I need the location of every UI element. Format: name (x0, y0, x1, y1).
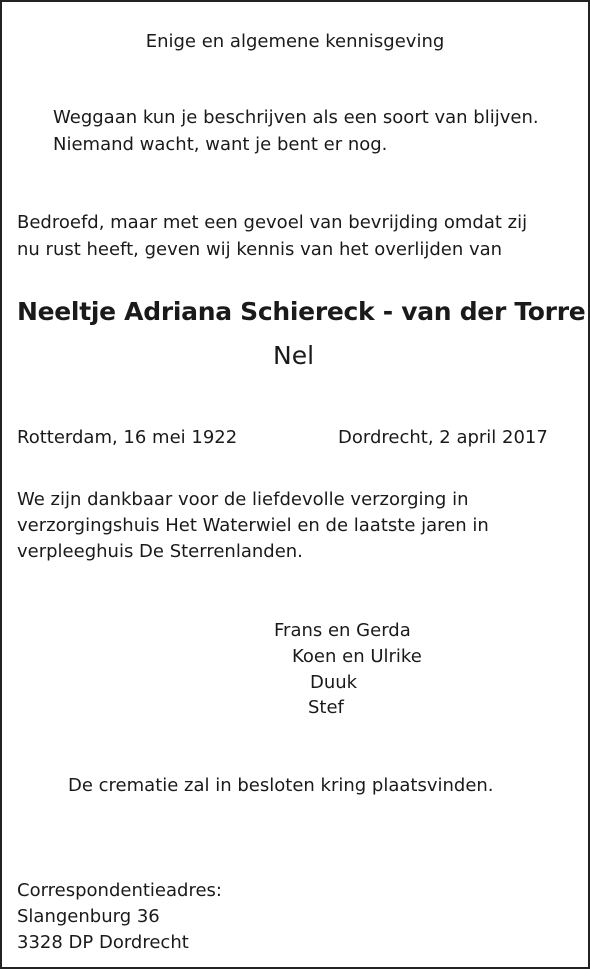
correspondence-street: Slangenburg 36 (17, 906, 160, 927)
gratitude-line-1: We zijn dankbaar voor de liefdevolle verzorging in (17, 489, 469, 510)
intro-line-1: Bedroefd, maar met een gevoel van bevrijding omdat zij (17, 212, 528, 233)
notice-heading: Enige en algemene kennisgeving (145, 31, 445, 52)
intro-line-2: nu rust heeft, geven wij kennis van het overlijden van (17, 239, 503, 260)
poem-line-1: Weggaan kun je beschrijven als een soort van blijven. (53, 107, 539, 128)
deceased-nickname: Nel (273, 341, 315, 370)
family-member-2: Koen en Ulrike (292, 646, 422, 667)
gratitude-line-2: verzorgingshuis Het Waterwiel en de laatste jaren in (17, 515, 489, 536)
correspondence-label: Correspondentieadres: (17, 880, 222, 901)
deceased-name: Neeltje Adriana Schiereck - van der Torre (17, 297, 586, 326)
correspondence-city: 3328 DP Dordrecht (17, 932, 189, 953)
family-member-4: Stef (308, 697, 344, 718)
gratitude-line-3: verpleeghuis De Sterrenlanden. (17, 541, 303, 562)
poem-line-2: Niemand wacht, want je bent er nog. (53, 134, 388, 155)
cremation-note: De crematie zal in besloten kring plaatsvinden. (68, 775, 494, 796)
family-member-3: Duuk (310, 672, 358, 693)
family-member-1: Frans en Gerda (274, 620, 411, 641)
birth-place-date: Rotterdam, 16 mei 1922 (17, 427, 238, 448)
death-place-date: Dordrecht, 2 april 2017 (338, 427, 548, 448)
